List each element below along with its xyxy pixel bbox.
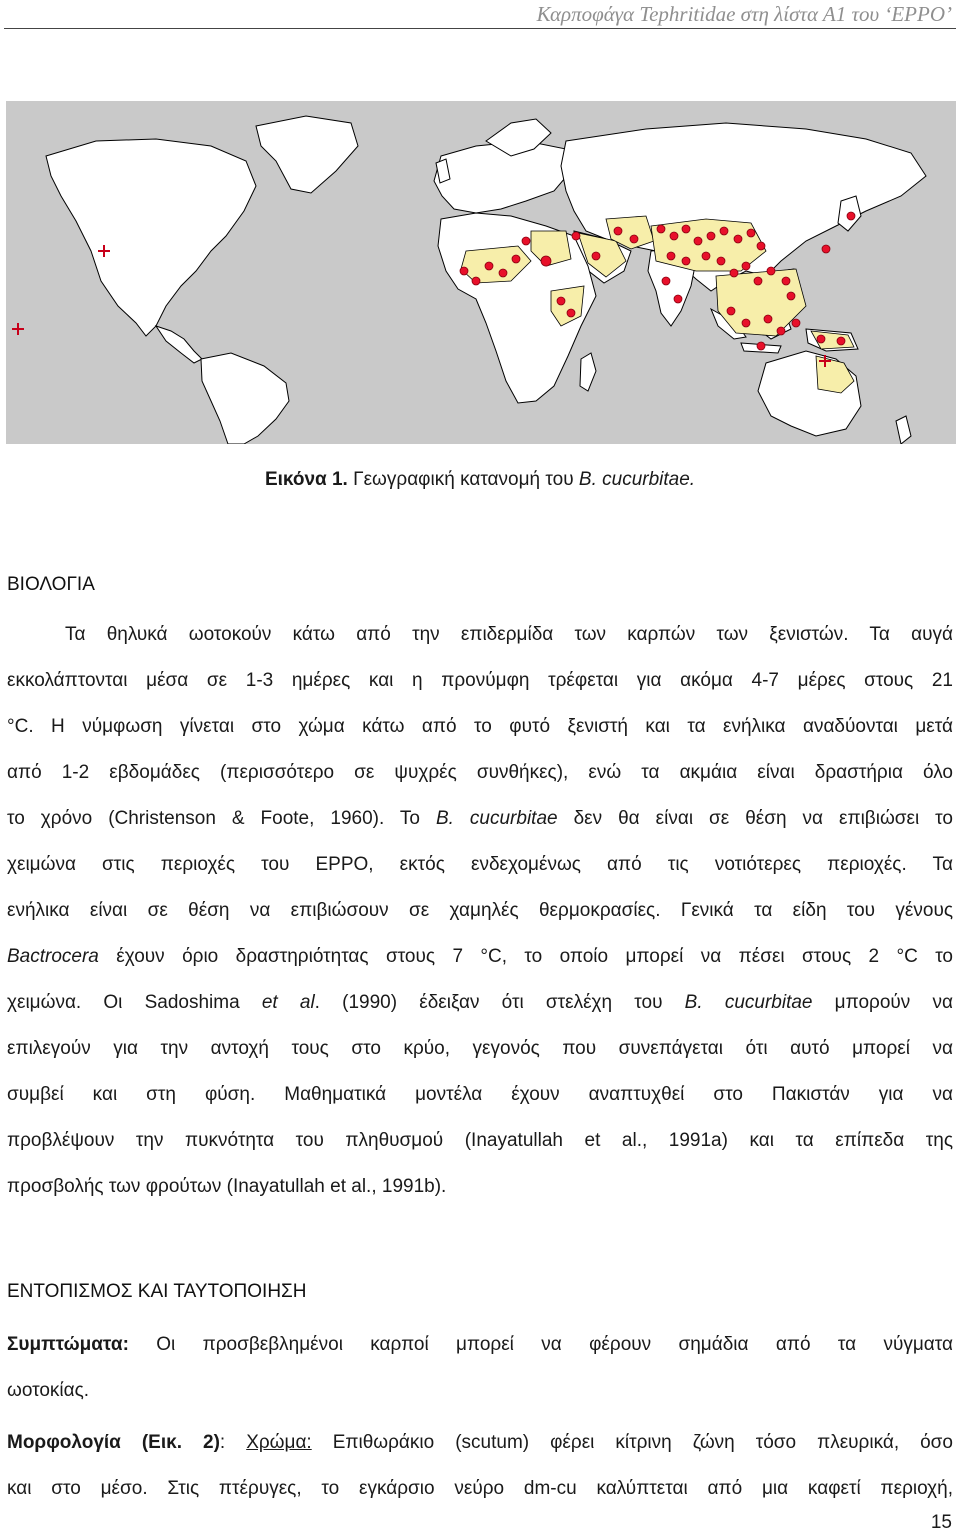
record-dot	[674, 295, 682, 303]
record-dot	[767, 267, 775, 275]
record-dot	[592, 252, 600, 260]
record-dot	[630, 235, 638, 243]
text-line: προβλέψουν την πυκνότητα του πληθυσμού (Inayatullah et al., 1991a) και τα επίπεδα της	[7, 1130, 953, 1151]
record-dot	[662, 277, 670, 285]
section-title-biology: ΒΙΟΛΟΓΙΑ	[7, 574, 95, 595]
text-line: °C. Η νύμφωση γίνεται στο χώμα κάτω από το φυτό ξενιστή και τα ενήλικα αναδύονται μετά	[7, 716, 953, 737]
text-line: επιλεγούν για την αντοχή τους στο κρύο, γεγονός που συνεπάγεται ότι αυτό μπορεί να	[7, 1038, 953, 1059]
record-dot	[512, 255, 520, 263]
record-dot	[757, 242, 765, 250]
page-number: 15	[930, 1512, 952, 1533]
record-dot	[557, 297, 565, 305]
running-header: Καρποφάγα Tephritidae στη λίστα Α1 του ‘EPPO’	[536, 2, 952, 26]
record-dot	[522, 237, 530, 245]
text-line: Μορφολογία (Εικ. 2): Χρώμα: Επιθωράκιο (scutum) φέρει κίτρινη ζώνη τόσο πλευρικά, όσο	[7, 1432, 953, 1453]
record-dot	[702, 252, 710, 260]
figure-caption	[0, 466, 960, 494]
record-dot	[822, 245, 830, 253]
symptoms-label: Συμπτώματα:	[7, 1334, 129, 1355]
record-dot	[727, 307, 735, 315]
record-dot	[572, 232, 580, 240]
text-line: χειμώνα. Οι Sadoshima et al. (1990) έδειξαν ότι στελέχη του B. cucurbitae μπορούν να	[7, 992, 953, 1013]
distribution-map	[6, 101, 956, 444]
record-dot	[777, 327, 785, 335]
record-dot	[694, 237, 702, 245]
text-line: και στο μέσο. Στις πτέρυγες, το εγκάρσιο νεύρο dm-cu καλύπτεται από μια καφετί περιοχή,	[7, 1478, 953, 1499]
record-dot	[717, 257, 725, 265]
text-line: Bactrocera έχουν όριο δραστηριότητας στους 7 °C, το οποίο μπορεί να πέσει στους 2 °C το	[7, 946, 953, 967]
caption-species: B. cucurbitae.	[578, 469, 696, 490]
morphology-paragraph	[7, 1420, 953, 1512]
record-dot	[682, 257, 690, 265]
record-dot	[670, 232, 678, 240]
text-line: Συμπτώματα: Οι προσβεβλημένοι καρποί μπορεί να φέρουν σημάδια από τα νύγματα	[7, 1334, 953, 1355]
record-dot	[667, 252, 675, 260]
record-dot	[485, 262, 493, 270]
header-rule	[4, 28, 956, 29]
record-dot	[757, 342, 765, 350]
morphology-sublabel: Χρώμα:	[246, 1432, 312, 1453]
record-dot	[720, 227, 728, 235]
record-dot	[847, 212, 855, 220]
section-title-identification: ΕΝΤΟΠΙΣΜΟΣ ΚΑΙ ΤΑΥΤΟΠΟΙΗΣΗ	[7, 1281, 307, 1302]
text-line: ενήλικα είναι σε θέση να επιβιώσουν σε χαμηλές θερμοκρασίες. Γενικά τα είδη του γένους	[7, 900, 953, 921]
text-line: το χρόνο (Christenson & Foote, 1960). Το B. cucurbitae δεν θα είναι σε θέση να επιβιώσει το	[7, 808, 953, 829]
record-dot	[472, 277, 480, 285]
record-dot	[764, 315, 772, 323]
record-dot	[792, 319, 800, 327]
record-dot	[460, 267, 468, 275]
record-dot	[742, 319, 750, 327]
record-dot	[541, 256, 551, 266]
text-line: ωοτοκίας.	[7, 1380, 90, 1401]
record-dot	[614, 227, 622, 235]
text-line: συμβεί και στη φύση. Μαθηματικά μοντέλα έχουν αναπτυχθεί στο Πακιστάν για να	[7, 1084, 953, 1105]
record-dot	[754, 277, 762, 285]
record-dot	[747, 229, 755, 237]
text-line: προσβολής των φρούτων (Inayatullah et al., 1991b).	[7, 1176, 447, 1197]
record-dot	[837, 337, 845, 345]
record-dot	[734, 235, 742, 243]
text-line: χειμώνα στις περιοχές του EPPO, εκτός ενδεχομένως από τις νοτιότερες περιοχές. Τα	[7, 854, 953, 875]
record-dot	[730, 269, 738, 277]
record-dot	[499, 269, 507, 277]
morphology-label: Μορφολογία (Εικ. 2)	[7, 1432, 220, 1453]
biology-paragraph	[7, 612, 953, 1210]
text-line: από 1-2 εβδομάδες (περισσότερο σε ψυχρές συνθήκες), ενώ τα ακμάια είναι δραστήρια όλο	[7, 762, 953, 783]
record-dot	[817, 335, 825, 343]
record-dot	[787, 292, 795, 300]
record-dot	[707, 232, 715, 240]
symptoms-paragraph	[7, 1322, 953, 1414]
record-dot	[567, 309, 575, 317]
record-dot	[682, 225, 690, 233]
record-dot	[782, 277, 790, 285]
record-dot	[657, 225, 665, 233]
caption-text: Γεωγραφική κατανομή του	[347, 469, 579, 490]
text-line: εκκολάπτονται μέσα σε 1-3 ημέρες και η προνύμφη τρέφεται για ακόμα 4-7 μέρες στους 21	[7, 670, 953, 691]
text-line: Τα θηλυκά ωοτοκούν κάτω από την επιδερμίδα των καρπών των ξενιστών. Τα αυγά	[65, 624, 953, 645]
record-dot	[742, 262, 750, 270]
caption-label: Εικόνα 1.	[264, 469, 348, 490]
